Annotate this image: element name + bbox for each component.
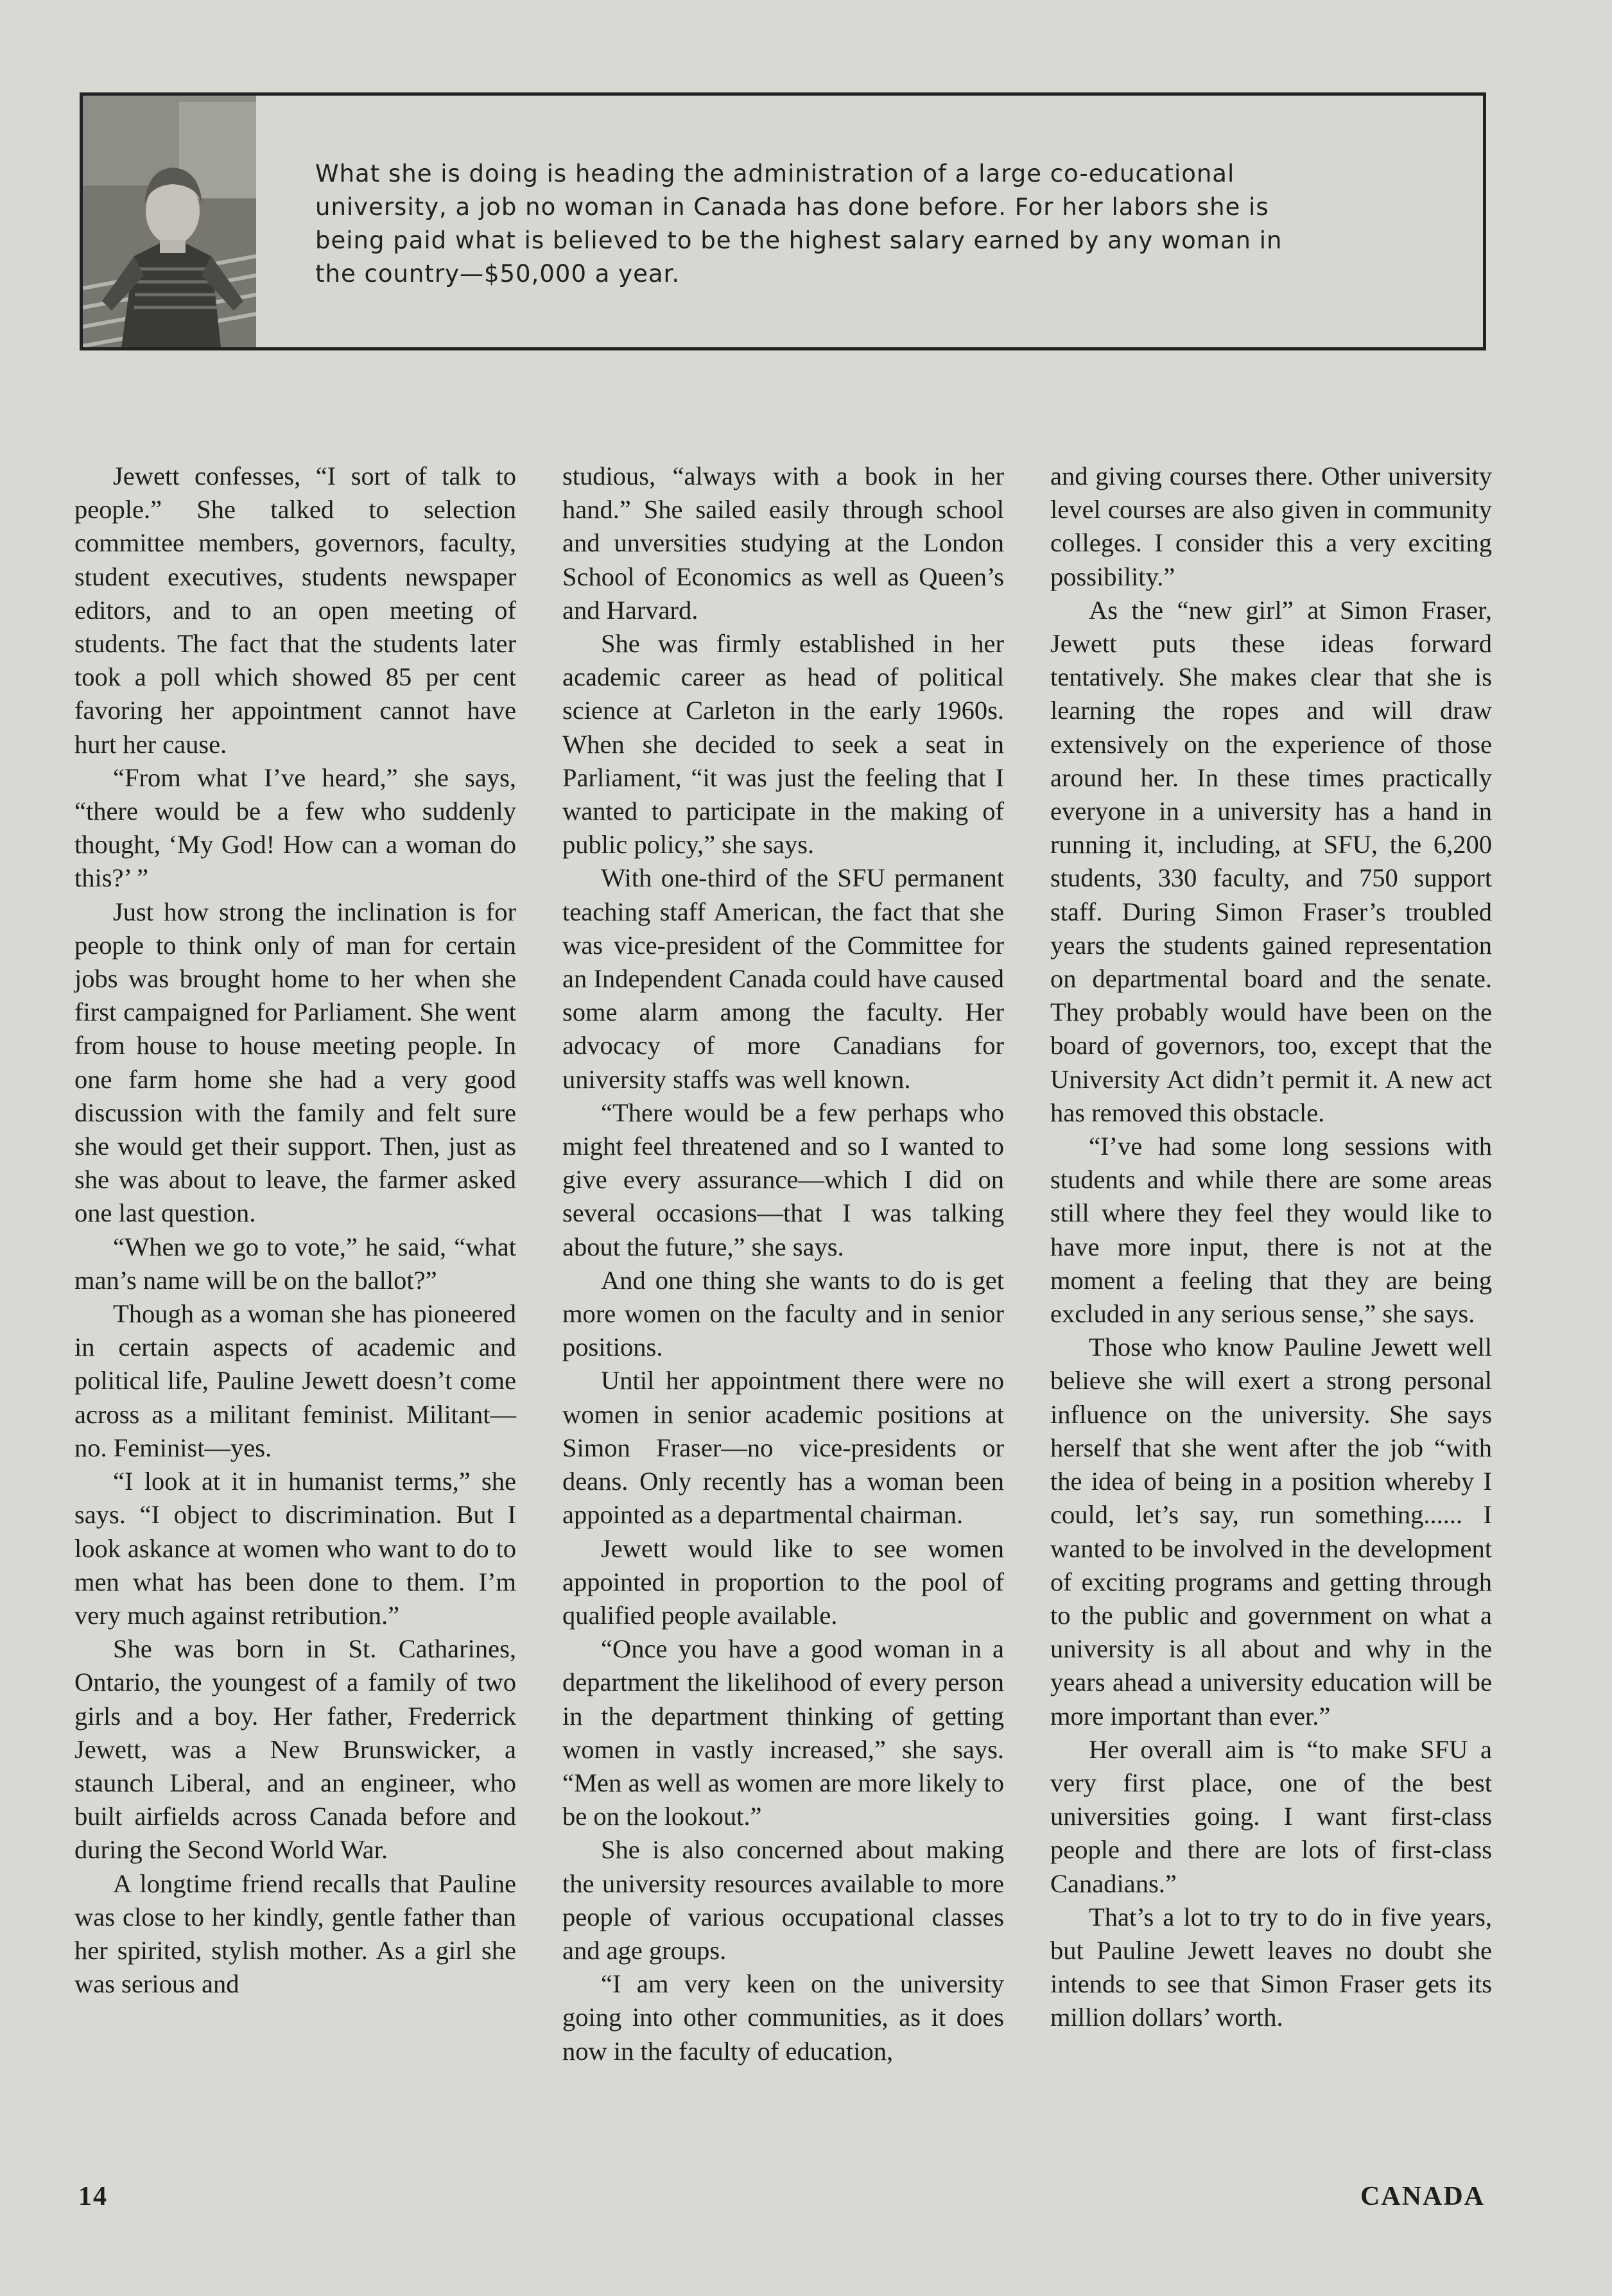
paragraph: Jewett would like to see women appointed in proportion to the pool of qualified people available. [562, 1533, 1004, 1630]
paragraph: “Once you have a good woman in a department the likelihood of every person in the department thinking of getting women in vastly increased,” she says. “Men as well as women are more likely to be on the lookout.” [562, 1634, 1004, 1831]
magazine-name: CANADA [1360, 2182, 1485, 2211]
paragraph: Jewett confesses, “I sort of talk to people.” She talked to selection committee members, governors, faculty, student executives, students newspaper editors, and to an open meeting of students. The fact that the students later took a poll which showed 85 per cent favoring her appointment cannot have hurt her cause. [74, 462, 516, 759]
paragraph: Until her appointment there were no women in senior academic positions at Simon Fraser—no vice-presidents or deans. Only recently has a woman been appointed as a departmental chairman. [562, 1366, 1004, 1530]
article-column-1 [74, 460, 516, 2001]
paragraph: and giving courses there. Other university level courses are also given in community colleges. I consider this a very exciting possibility.” [1050, 462, 1492, 591]
paragraph: And one thing she wants to do is get more women on the faculty and in senior positions. [562, 1265, 1004, 1362]
paragraph: “I am very keen on the university going into other communities, as it does now in the faculty of education, [562, 1969, 1004, 2066]
paragraph: That’s a lot to try to do in five years, but Pauline Jewett leaves no doubt she intends to see that Simon Fraser gets its million dollars’ worth. [1050, 1902, 1492, 2032]
paragraph: She was born in St. Catharines, Ontario, the youngest of a family of two girls and a boy. Her father, Frederrick Jewett, was a New Brunswicker, a staunch Liberal, and an engineer, who built airfields across Canada before and during the Second World War. [74, 1634, 516, 1865]
paragraph: “I’ve had some long sessions with students and while there are some areas still where they feel they would like to have more input, there is not at the moment a feeling that they are being excluded in any serious sense,” she says. [1050, 1132, 1492, 1329]
paragraph: Just how strong the inclination is for people to think only of man for certain jobs was brought home to her when she first campaigned for Parliament. She went from house to house meeting people. In one farm home she had a very good discussion with the family and felt sure she would get their support. Then, just as she was about to leave, the farmer asked one last question. [74, 897, 516, 1228]
portrait-image [83, 96, 256, 347]
paragraph: She was firmly established in her academic career as head of political science at Carleton in the early 1960s. When she decided to seek a seat in Parliament, “it was just the feeling that I wanted to participate in the making of public policy,” she says. [562, 629, 1004, 859]
portrait-photo [83, 96, 256, 347]
paragraph: Those who know Pauline Jewett well believe she will exert a strong personal influence on the university. She says herself that she went after the job “with the idea of being in a position whereby I could, let’s say, run something...... I wanted to be involved in the development of exciting programs and getting through to the public and government on what a university is all about and why in the years ahead a university education will be more important than ever.” [1050, 1333, 1492, 1731]
paragraph: Her overall aim is “to make SFU a very first place, one of the best universities going. I want first-class people and there are lots of first-class Canadians.” [1050, 1734, 1492, 1898]
paragraph: She is also concerned about making the university resources available to more people of various occupational classes and age groups. [562, 1835, 1004, 1965]
paragraph: As the “new girl” at Simon Fraser, Jewett puts these ideas forward tentatively. She makes clear that she is learning the ropes and will draw extensively on the experience of those around her. In these times practically everyone in a university has a hand in running it, including, at SFU, the 6,200 students, 330 faculty, and 750 support staff. During Simon Fraser’s troubled years the students gained representation on departmental board and the senate. They probably would have been on the board of governors, too, except that the University Act didn’t permit it. A new act has removed this obstacle. [1050, 595, 1492, 1127]
paragraph: With one-third of the SFU permanent teaching staff American, the fact that she was vice-president of the Committee for an Independent Canada could have caused some alarm among the faculty. Her advocacy of more Canadians for university staffs was well known. [562, 863, 1004, 1094]
page-number: 14 [78, 2182, 108, 2211]
article-column-2 [562, 460, 1004, 2068]
paragraph: “From what I’ve heard,” she says, “there would be a few who suddenly thought, ‘My God! How can a woman do this?’ ” [74, 763, 516, 893]
paragraph: “When we go to vote,” he said, “what man’s name will be on the ballot?” [74, 1232, 516, 1295]
paragraph: Though as a woman she has pioneered in certain aspects of academic and political life, Pauline Jewett doesn’t come across as a militant feminist. Militant—no. Feminist—yes. [74, 1299, 516, 1462]
paragraph: studious, “always with a book in her hand.” She sailed easily through school and unversities studying at the London School of Economics as well as Queen’s and Harvard. [562, 462, 1004, 625]
pull-quote-text: What she is doing is heading the administration of a large co-educational university, a job no woman in Canada has done before. For her labors she is being paid what is believed to be the highest salary earned by any woman in the country—$50,000 a year. [315, 160, 1283, 288]
pull-quote-box [80, 92, 1486, 350]
paragraph: A longtime friend recalls that Pauline was close to her kindly, gentle father than her spirited, stylish mother. As a girl she was serious and [74, 1869, 516, 1999]
article-column-3 [1050, 460, 1492, 2035]
paragraph: “I look at it in humanist terms,” she says. “I object to discrimination. But I look askance at women who want to do to men what has been done to them. I’m very much against retribution.” [74, 1467, 516, 1630]
paragraph: “There would be a few perhaps who might feel threatened and so I wanted to give every assurance—which I did on several occasions—that I was talking about the future,” she says. [562, 1098, 1004, 1261]
